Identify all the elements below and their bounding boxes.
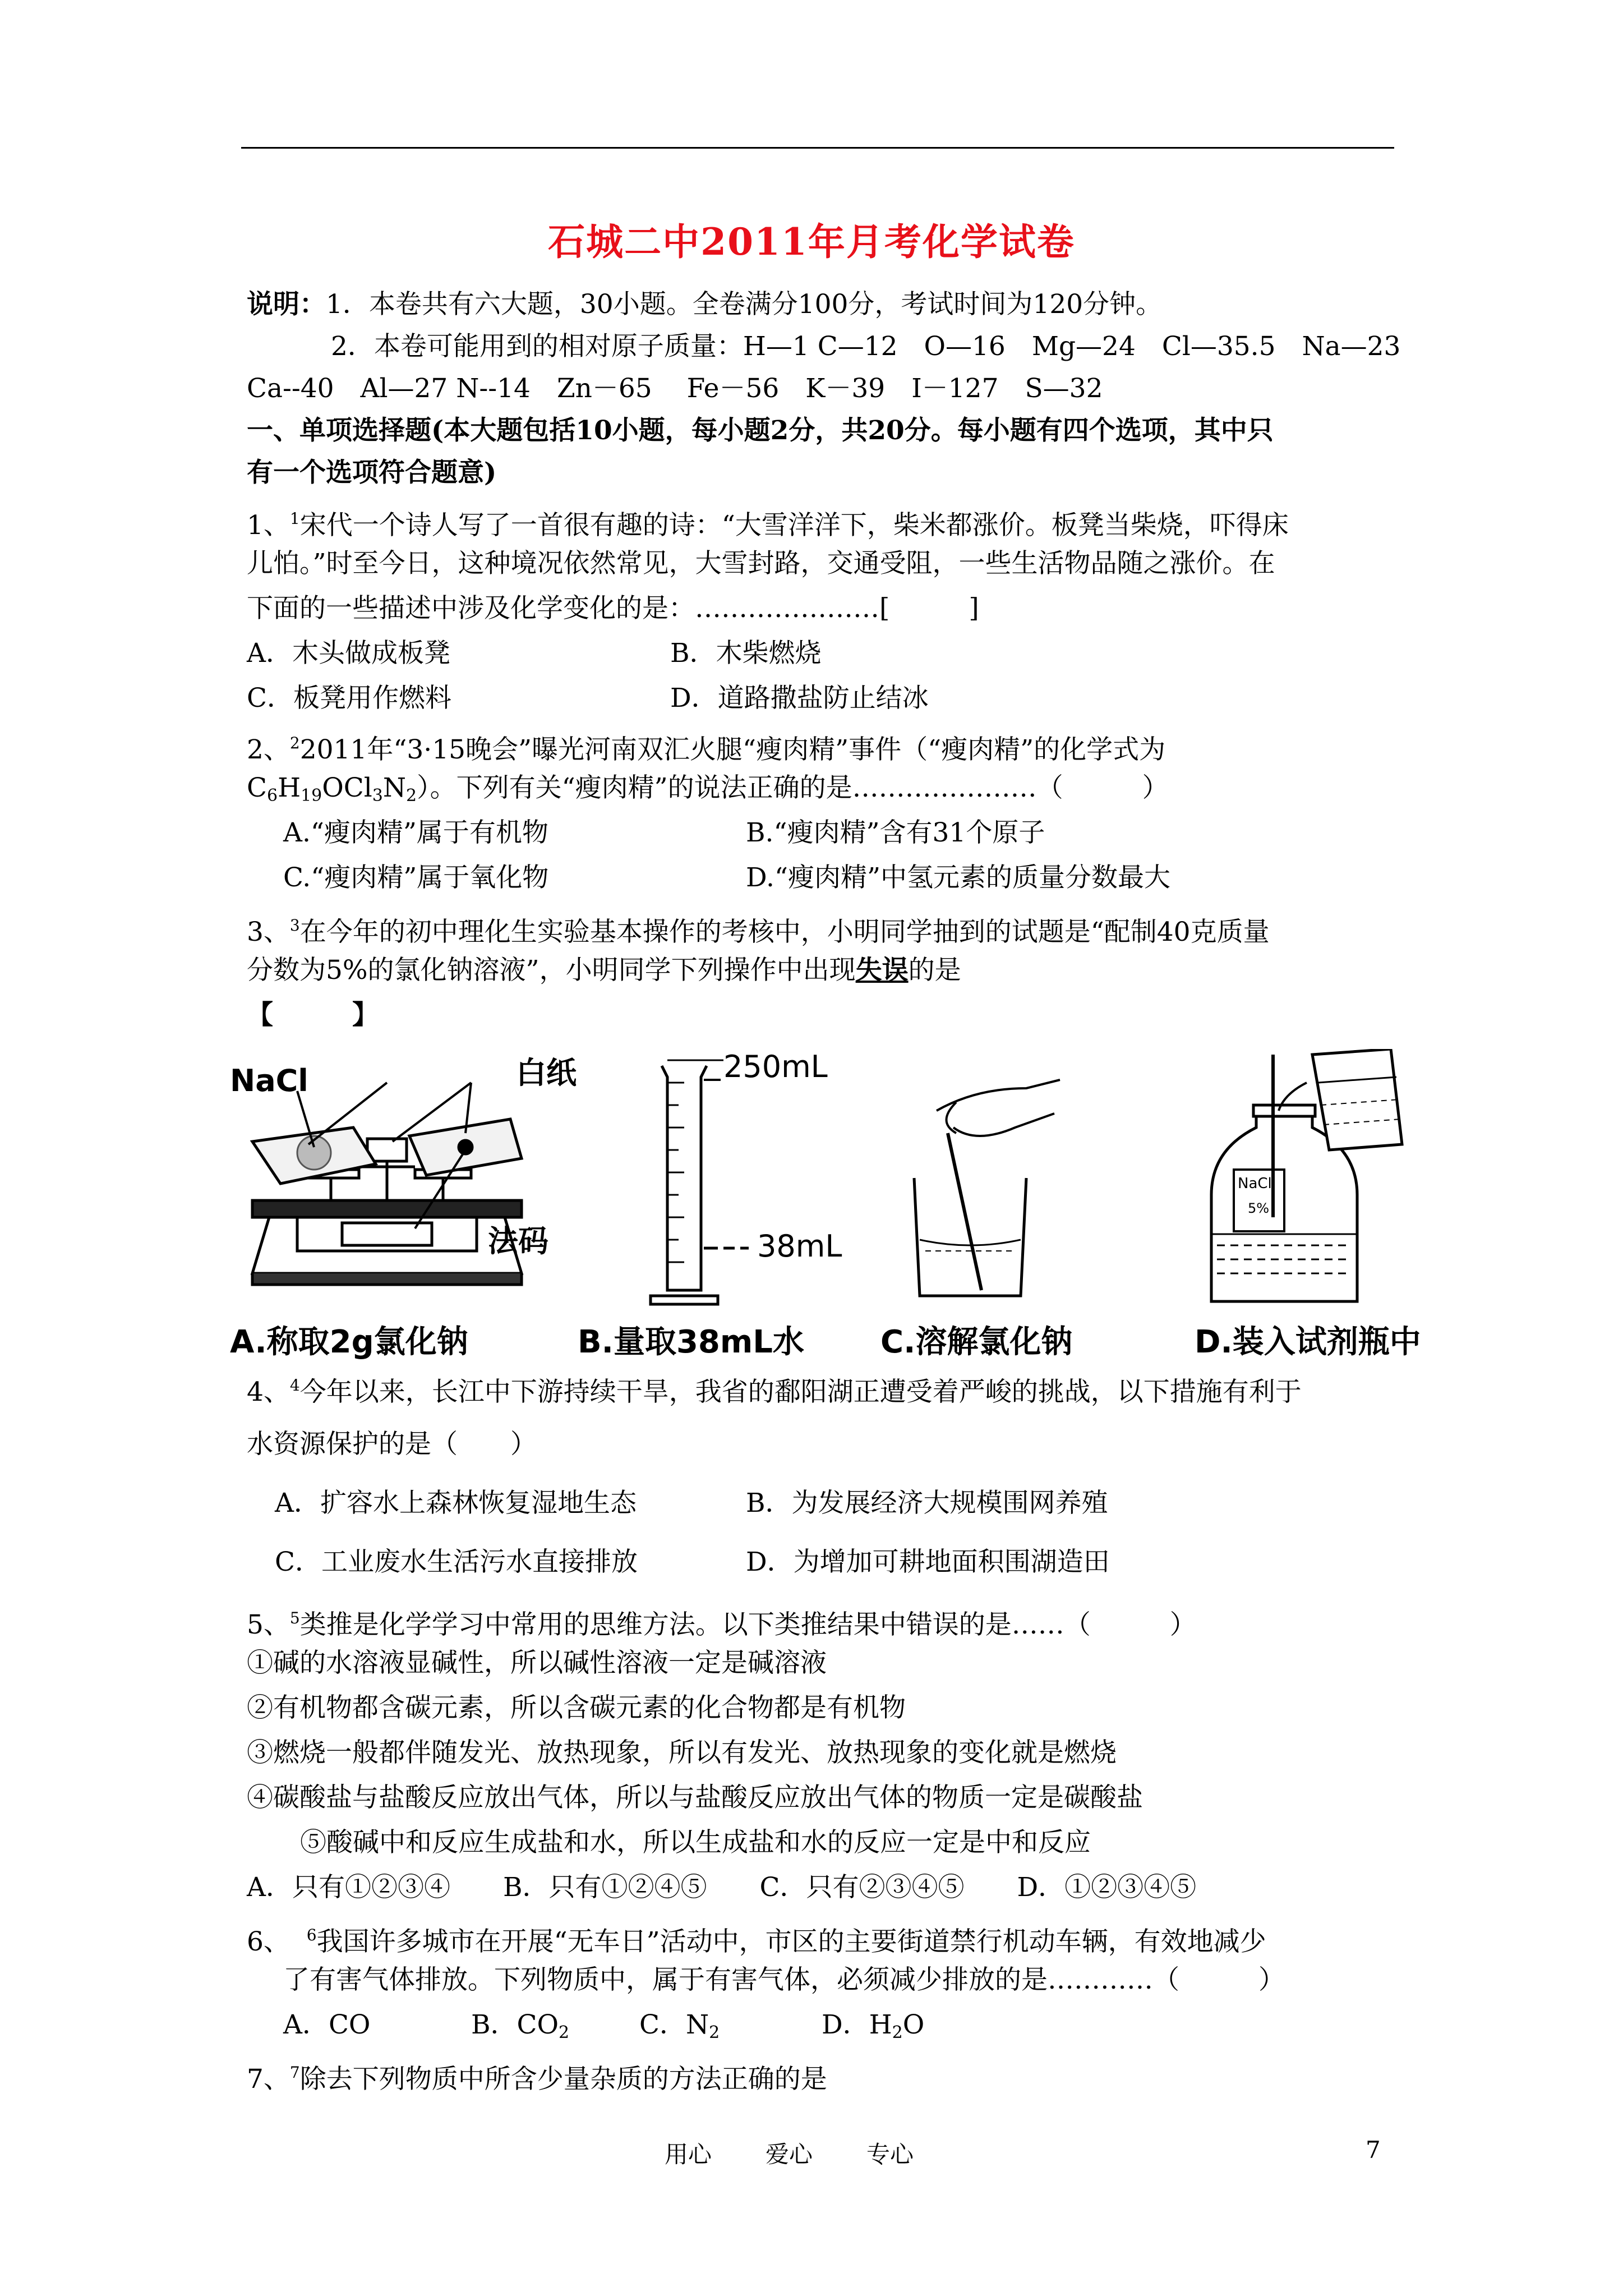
beaker-stirring-icon <box>914 1080 1060 1296</box>
q5-statement-5: ⑤酸碱中和反应生成盐和水，所以生成盐和水的反应一定是中和反应 <box>300 1827 1091 1858</box>
q1-line-2: 儿怕。”时至今日，这种境况依然常见，大雪封路，交通受阻，一些生活物品随之涨价。在 <box>247 548 1275 579</box>
intro-line-1 <box>247 288 1162 321</box>
q6-option-c-text: C．N <box>639 2009 709 2040</box>
q1-option-b: B．木柴燃烧 <box>670 638 822 669</box>
q2-text-1: 2011年“3·15晚会”曝光河南双汇火腿“瘦肉精”事件（“瘦肉精”的化学式为 <box>299 734 1166 765</box>
intro-text-1: 1．本卷共有六大题，30小题。全卷满分100分，考试时间为120分钟。 <box>326 289 1163 320</box>
q6-option-c <box>639 2008 720 2050</box>
q3-line-1 <box>247 909 1270 949</box>
intro-line-3: Ca--40 Al—27 N--14 Zn－65 Fe－56 K－39 I－127 S—32 <box>247 373 1103 404</box>
bottle-label-nacl: NaCl <box>1238 1175 1272 1192</box>
footer-motto-2: 爱心 <box>766 2141 813 2168</box>
q5-statement-3: ③燃烧一般都伴随发光、放热现象，所以有发光、放热现象的变化就是燃烧 <box>247 1737 1117 1768</box>
q2-footnote: 2 <box>289 734 300 752</box>
formula-sub: 6 <box>266 786 278 806</box>
q5-text-1: 类推是化学学习中常用的思维方法。以下类推结果中错误的是……（ ） <box>299 1609 1196 1640</box>
q4-line-1 <box>247 1369 1302 1409</box>
caption-a: A.称取2g氯化钠 <box>230 1324 468 1360</box>
q6-option-d <box>822 2008 924 2050</box>
q4-option-a: A．扩容水上森林恢复湿地生态 <box>275 1488 637 1519</box>
q2-option-d: D.“瘦肉精”中氢元素的质量分数最大 <box>746 862 1171 893</box>
graduated-cylinder-icon <box>651 1060 749 1304</box>
header-rule <box>241 147 1394 149</box>
q1-footnote: 1 <box>289 509 300 528</box>
section1-heading-1: 一、单项选择题(本大题包括10小题，每小题2分，共20分。每小题有四个选项，其中只 <box>247 415 1274 446</box>
caption-d: D.装入试剂瓶中 <box>1195 1324 1421 1360</box>
label-38ml: 38mL <box>757 1228 842 1264</box>
q5-statement-1: ①碱的水溶液显碱性，所以碱性溶液一定是碱溶液 <box>247 1648 827 1678</box>
q6-option-d-tail: O <box>902 2009 925 2040</box>
label-250ml: 250mL <box>723 1049 828 1084</box>
formula-h: H <box>278 772 301 803</box>
q7-number: 7、 <box>247 2064 290 2095</box>
q4-text-1: 今年以来，长江中下游持续干旱，我省的鄱阳湖正遭受着严峻的挑战，以下措施有利于 <box>299 1377 1302 1407</box>
page-number: 7 <box>1366 2136 1381 2164</box>
q2-number: 2、 <box>247 734 290 765</box>
q5-options: A．只有①②③④ B．只有①②④⑤ C．只有②③④⑤ D．①②③④⑤ <box>247 1872 1197 1903</box>
q6-line-2: 了有害气体排放。下列物质中，属于有害气体，必须减少排放的是…………（ ） <box>283 1964 1285 1995</box>
formula-ocl: OCl <box>322 772 372 803</box>
q3-answer-bracket: 【 】 <box>247 1000 379 1030</box>
q3-number: 3、 <box>247 917 290 947</box>
q7-text-1: 除去下列物质中所含少量杂质的方法正确的是 <box>299 2064 827 2095</box>
page-title: 石城二中2011年月考化学试卷 <box>548 220 1075 264</box>
q6-line-1 <box>247 1918 1266 1959</box>
q3-footnote: 3 <box>289 916 300 935</box>
q1-line-3: 下面的一些描述中涉及化学变化的是：…………………[ ] <box>247 593 979 624</box>
q3-text-2a: 分数为5%的氯化钠溶液”，小明同学下列操作中出现 <box>247 955 856 986</box>
q2-option-c: C.“瘦肉精”属于氧化物 <box>283 862 549 893</box>
q2-option-a: A.“瘦肉精”属于有机物 <box>283 817 548 848</box>
footer-motto-1: 用心 <box>665 2141 712 2168</box>
formula-n: N <box>382 772 406 803</box>
q7-footnote: 7 <box>289 2063 300 2082</box>
formula-sub: 2 <box>892 2023 903 2042</box>
q5-statement-2: ②有机物都含碳元素，所以含碳元素的化合物都是有机物 <box>247 1692 906 1723</box>
q2-line-2 <box>247 771 1169 813</box>
formula-sub: 19 <box>301 786 322 806</box>
q2-text-2: ）。下列有关“瘦肉精”的说法正确的是…………………（ ） <box>417 772 1169 803</box>
q4-number: 4、 <box>247 1377 290 1407</box>
caption-c: C.溶解氯化钠 <box>880 1324 1073 1360</box>
q5-number: 5、 <box>247 1609 290 1640</box>
q3-figure <box>230 1049 1453 1363</box>
q6-text-1: 我国许多城市在开展“无车日”活动中，市区的主要街道禁行机动车辆，有效地减少 <box>316 1926 1266 1957</box>
q6-option-d-text: D．H <box>822 2009 892 2040</box>
q6-footnote: 6 <box>306 1926 317 1944</box>
q6-option-a: A．CO <box>283 2009 371 2040</box>
q7-line-1 <box>247 2056 827 2096</box>
q1-text-1: 宋代一个诗人写了一首很有趣的诗：“大雪洋洋下，柴米都涨价。板凳当柴烧，吓得床 <box>299 510 1289 541</box>
label-nacl: NaCl <box>230 1063 308 1098</box>
q1-number: 1、 <box>247 510 290 541</box>
formula-sub: 2 <box>709 2023 720 2042</box>
q2-line-1 <box>247 726 1165 767</box>
q6-option-b-text: B．CO <box>471 2009 559 2040</box>
q6-option-b <box>471 2008 569 2050</box>
formula-sub: 2 <box>406 786 417 806</box>
intro-label: 说明： <box>247 289 326 320</box>
q3-emphasis: 失误 <box>855 955 909 986</box>
section1-heading-2: 有一个选项符合题意) <box>247 457 497 488</box>
q5-statement-4: ④碳酸盐与盐酸反应放出气体，所以与盐酸反应放出气体的物质一定是碳酸盐 <box>247 1782 1143 1813</box>
q2-option-b: B.“瘦肉精”含有31个原子 <box>746 817 1045 848</box>
caption-b: B.量取38mL水 <box>578 1324 804 1360</box>
label-white-paper: 白纸 <box>516 1055 577 1091</box>
q3-text-1: 在今年的初中理化生实验基本操作的考核中，小明同学抽到的试题是“配制40克质量 <box>299 917 1270 947</box>
q1-option-a: A．木头做成板凳 <box>247 638 450 669</box>
footer-motto-3: 专心 <box>866 2141 914 2168</box>
q1-option-c: C．板凳用作燃料 <box>247 683 451 714</box>
label-weight: 法码 <box>488 1223 548 1259</box>
q6-number: 6、 <box>247 1926 290 1957</box>
formula-c: C <box>247 772 267 803</box>
q4-option-d: D．为增加可耕地面积围湖造田 <box>746 1547 1110 1577</box>
formula-sub: 2 <box>559 2023 570 2042</box>
q3-text-2c: 的是 <box>908 955 961 986</box>
intro-line-2: 2．本卷可能用到的相对原子质量：H—1 C—12 O—16 Mg—24 Cl—35.5 Na—23 <box>331 331 1401 362</box>
balance-icon <box>252 1083 522 1285</box>
q5-footnote: 5 <box>289 1609 300 1627</box>
q5-line-1 <box>247 1602 1196 1642</box>
q4-line-2: 水资源保护的是（ ） <box>247 1429 537 1460</box>
q4-option-c: C．工业废水生活污水直接排放 <box>275 1547 638 1577</box>
q1-line-1 <box>247 502 1289 542</box>
q4-option-b: B．为发展经济大规模围网养殖 <box>746 1488 1108 1519</box>
q1-option-d: D．道路撒盐防止结冰 <box>670 683 929 714</box>
bottle-label-percent: 5% <box>1248 1200 1270 1216</box>
q3-line-2 <box>247 954 961 987</box>
formula-sub: 3 <box>372 786 383 806</box>
q4-footnote: 4 <box>289 1376 300 1395</box>
